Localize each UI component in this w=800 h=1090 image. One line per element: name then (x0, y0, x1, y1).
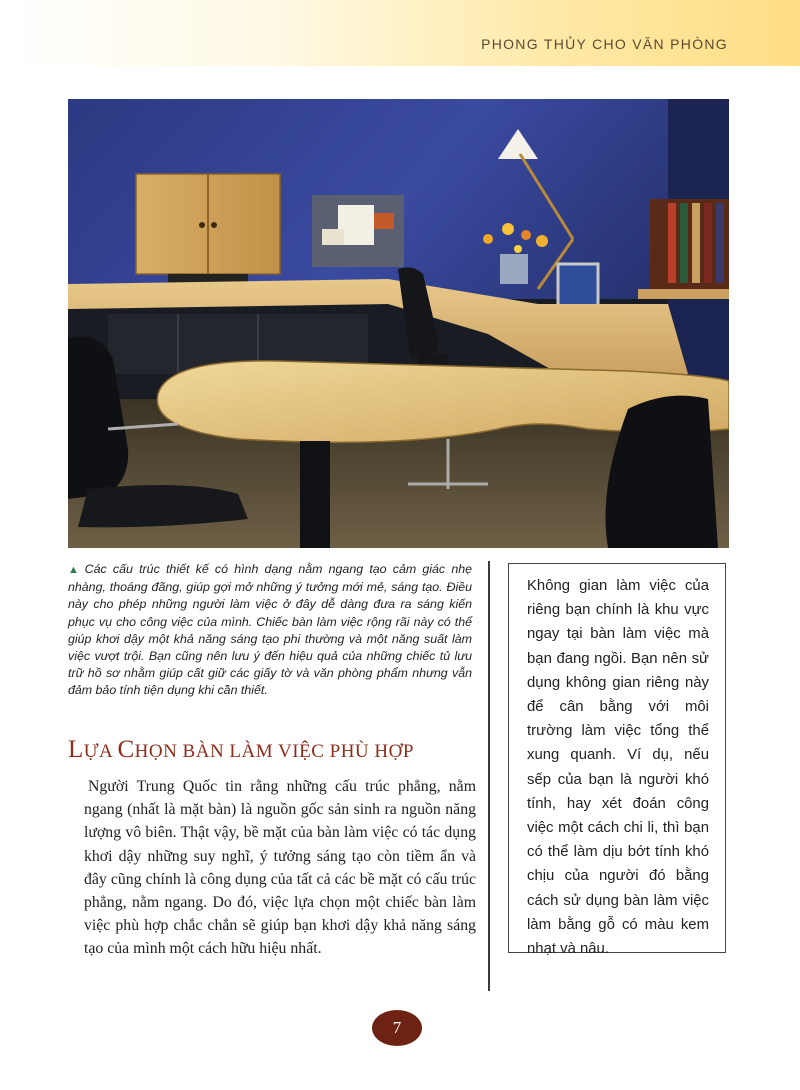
heading-initial-1: L (68, 736, 84, 763)
office-interior-photo (68, 99, 729, 548)
heading-rest-2: HỌN BÀN LÀM VIỆC PHÙ HỢP (134, 741, 414, 762)
heading-rest-1: ỰA (83, 741, 118, 762)
column-divider (488, 561, 490, 991)
sidebar-note-box (508, 563, 726, 958)
photo-caption (68, 561, 472, 700)
caption-text: Các cấu trúc thiết kế có hình dạng nằm ngang tạo cảm giác nhẹ nhàng, thoáng đãng, giúp gợi mở những ý tưởng mới mẻ, sáng tạo. Điều này cho phép những người làm việc ở đây dễ dàng đưa ra sáng kiến phục vụ cho công việc của mình. Chiếc bàn làm việc rộng rãi này có thể giúp khơi dậy một khả năng sáng tạo phi thường và một năng suất làm việc vượt trội. Bạn cũng nên lưu ý đến hiệu quả của những chiếc tủ lưu trữ hồ sơ nhằm giúp cất giữ các giấy tờ và văn phòng phẩm nhưng vẫn đảm bảo tính tiện dụng khi cần thiết. (68, 562, 472, 698)
running-title: PHONG THỦY CHO VĂN PHÒNG (481, 36, 728, 52)
caption-triangle-icon: ▲ (68, 564, 82, 576)
header-band (0, 0, 800, 66)
section-heading (68, 736, 488, 764)
heading-initial-2: C (117, 736, 135, 763)
page-number-badge (372, 1010, 422, 1046)
section-body-paragraph: Người Trung Quốc tin rằng những cấu trúc phẳng, nằm ngang (nhất là mặt bàn) là nguồn gốc sản sinh ra nguồn năng lượng vô biên. Thật vậy, bề mặt của bàn làm việc có tác dụng khơi dậy những suy nghĩ, ý tưởng sáng tạo còn tiềm ẩn và đây cũng chính là công dụng của tất cả các bề mặt có cấu trúc phẳng, nằm ngang. Do đó, việc lựa chọn một chiếc bàn làm việc phù hợp chắc chắn sẽ giúp bạn khơi dậy khả năng sáng tạo của mình một cách hữu hiệu nhất. (84, 778, 476, 958)
sidebar-text: Không gian làm việc của riêng bạn chính là khu vực ngay tại bàn làm việc mà bạn đang ngồi. Bạn nên sử dụng không gian riêng này để cân bằng với môi trường làm việc tổng thể xung quanh. Ví dụ, nếu sếp của bạn là người khó tính, hay xét đoán công việc một cách chi li, thì bạn có thể làm dịu bớt tính khó chịu của người đó bằng cách sử dụng bàn làm việc làm bằng gỗ có màu kem nhạt và nâu. (527, 578, 709, 958)
page-number: 7 (392, 1018, 402, 1037)
